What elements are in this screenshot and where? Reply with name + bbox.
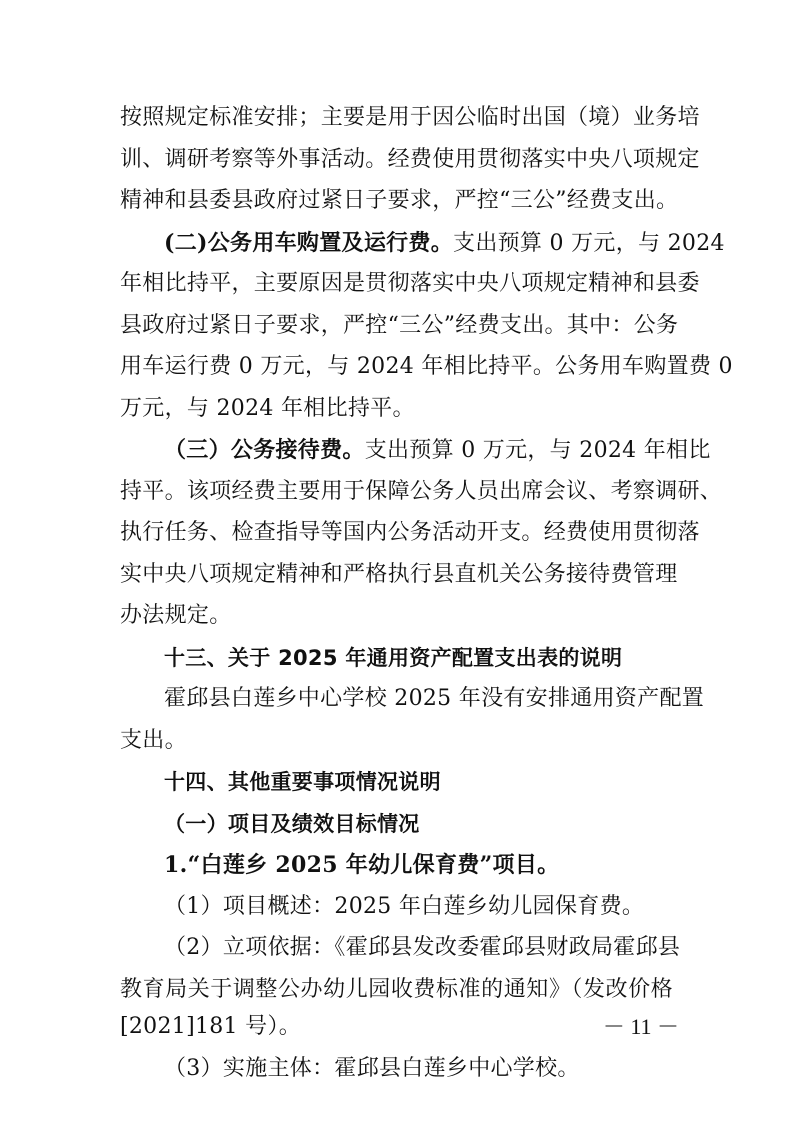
- body-text: 支出预算 0 万元，与 2024: [453, 231, 725, 256]
- section-heading-14: 十四、其他重要事项情况说明: [164, 770, 441, 794]
- body-line: 万元，与 2024 年相比持平。: [120, 396, 415, 421]
- section-heading-13: 十三、关于 2025 年通用资产配置支出表的说明: [164, 646, 623, 670]
- body-line: 年相比持平，主要原因是贯彻落实中央八项规定精神和县委: [120, 271, 700, 296]
- body-line: 按照规定标准安排；主要是用于因公临时出国（境）业务培: [120, 105, 700, 130]
- body-text: 支出预算 0 万元，与 2024 年相比: [364, 438, 711, 463]
- body-line: 实中央八项规定精神和严格执行县直机关公务接待费管理: [120, 562, 678, 587]
- body-line: 办法规定。: [120, 603, 232, 628]
- project-heading: 1.“白莲乡 2025 年幼儿保育费”项目。: [164, 852, 560, 878]
- body-line: 教育局关于调整公办幼儿园收费标准的通知》（发改价格: [120, 977, 673, 1002]
- body-line: 训、调研考察等外事活动。经费使用贯彻落实中央八项规定: [120, 147, 700, 172]
- body-line: 支出。: [120, 728, 187, 753]
- page-number: － 11 －: [602, 1014, 679, 1039]
- body-line: 精神和县委县政府过紧日子要求，严控“三公”经费支出。: [120, 188, 679, 213]
- subsection-heading: （一）项目及绩效目标情况: [164, 812, 420, 836]
- body-line: （2）立项依据：《霍邱县发改委霍邱县财政局霍邱县: [164, 935, 681, 960]
- section-heading-reception: （三）公务接待费。: [164, 437, 365, 463]
- body-line: 霍邱县白莲乡中心学校 2025 年没有安排通用资产配置: [164, 686, 705, 711]
- section-heading-vehicle: (二)公务用车购置及运行费。: [164, 230, 454, 256]
- body-line: [2021]181 号）。: [120, 1014, 302, 1039]
- body-line: 县政府过紧日子要求，严控“三公”经费支出。其中：公务: [120, 313, 679, 338]
- paragraph-line: [164, 435, 711, 465]
- body-line: （3）实施主体：霍邱县白莲乡中心学校。: [164, 1056, 580, 1081]
- paragraph-line: [164, 228, 725, 258]
- body-line: 执行任务、检查指导等国内公务活动开支。经费使用贯彻落: [120, 520, 700, 545]
- body-line: 用车运行费 0 万元，与 2024 年相比持平。公务用车购置费 0: [120, 354, 733, 379]
- body-line: （1）项目概述：2025 年白莲乡幼儿园保育费。: [164, 894, 645, 919]
- body-line: 持平。该项经费主要用于保障公务人员出席会议、考察调研、: [120, 479, 723, 504]
